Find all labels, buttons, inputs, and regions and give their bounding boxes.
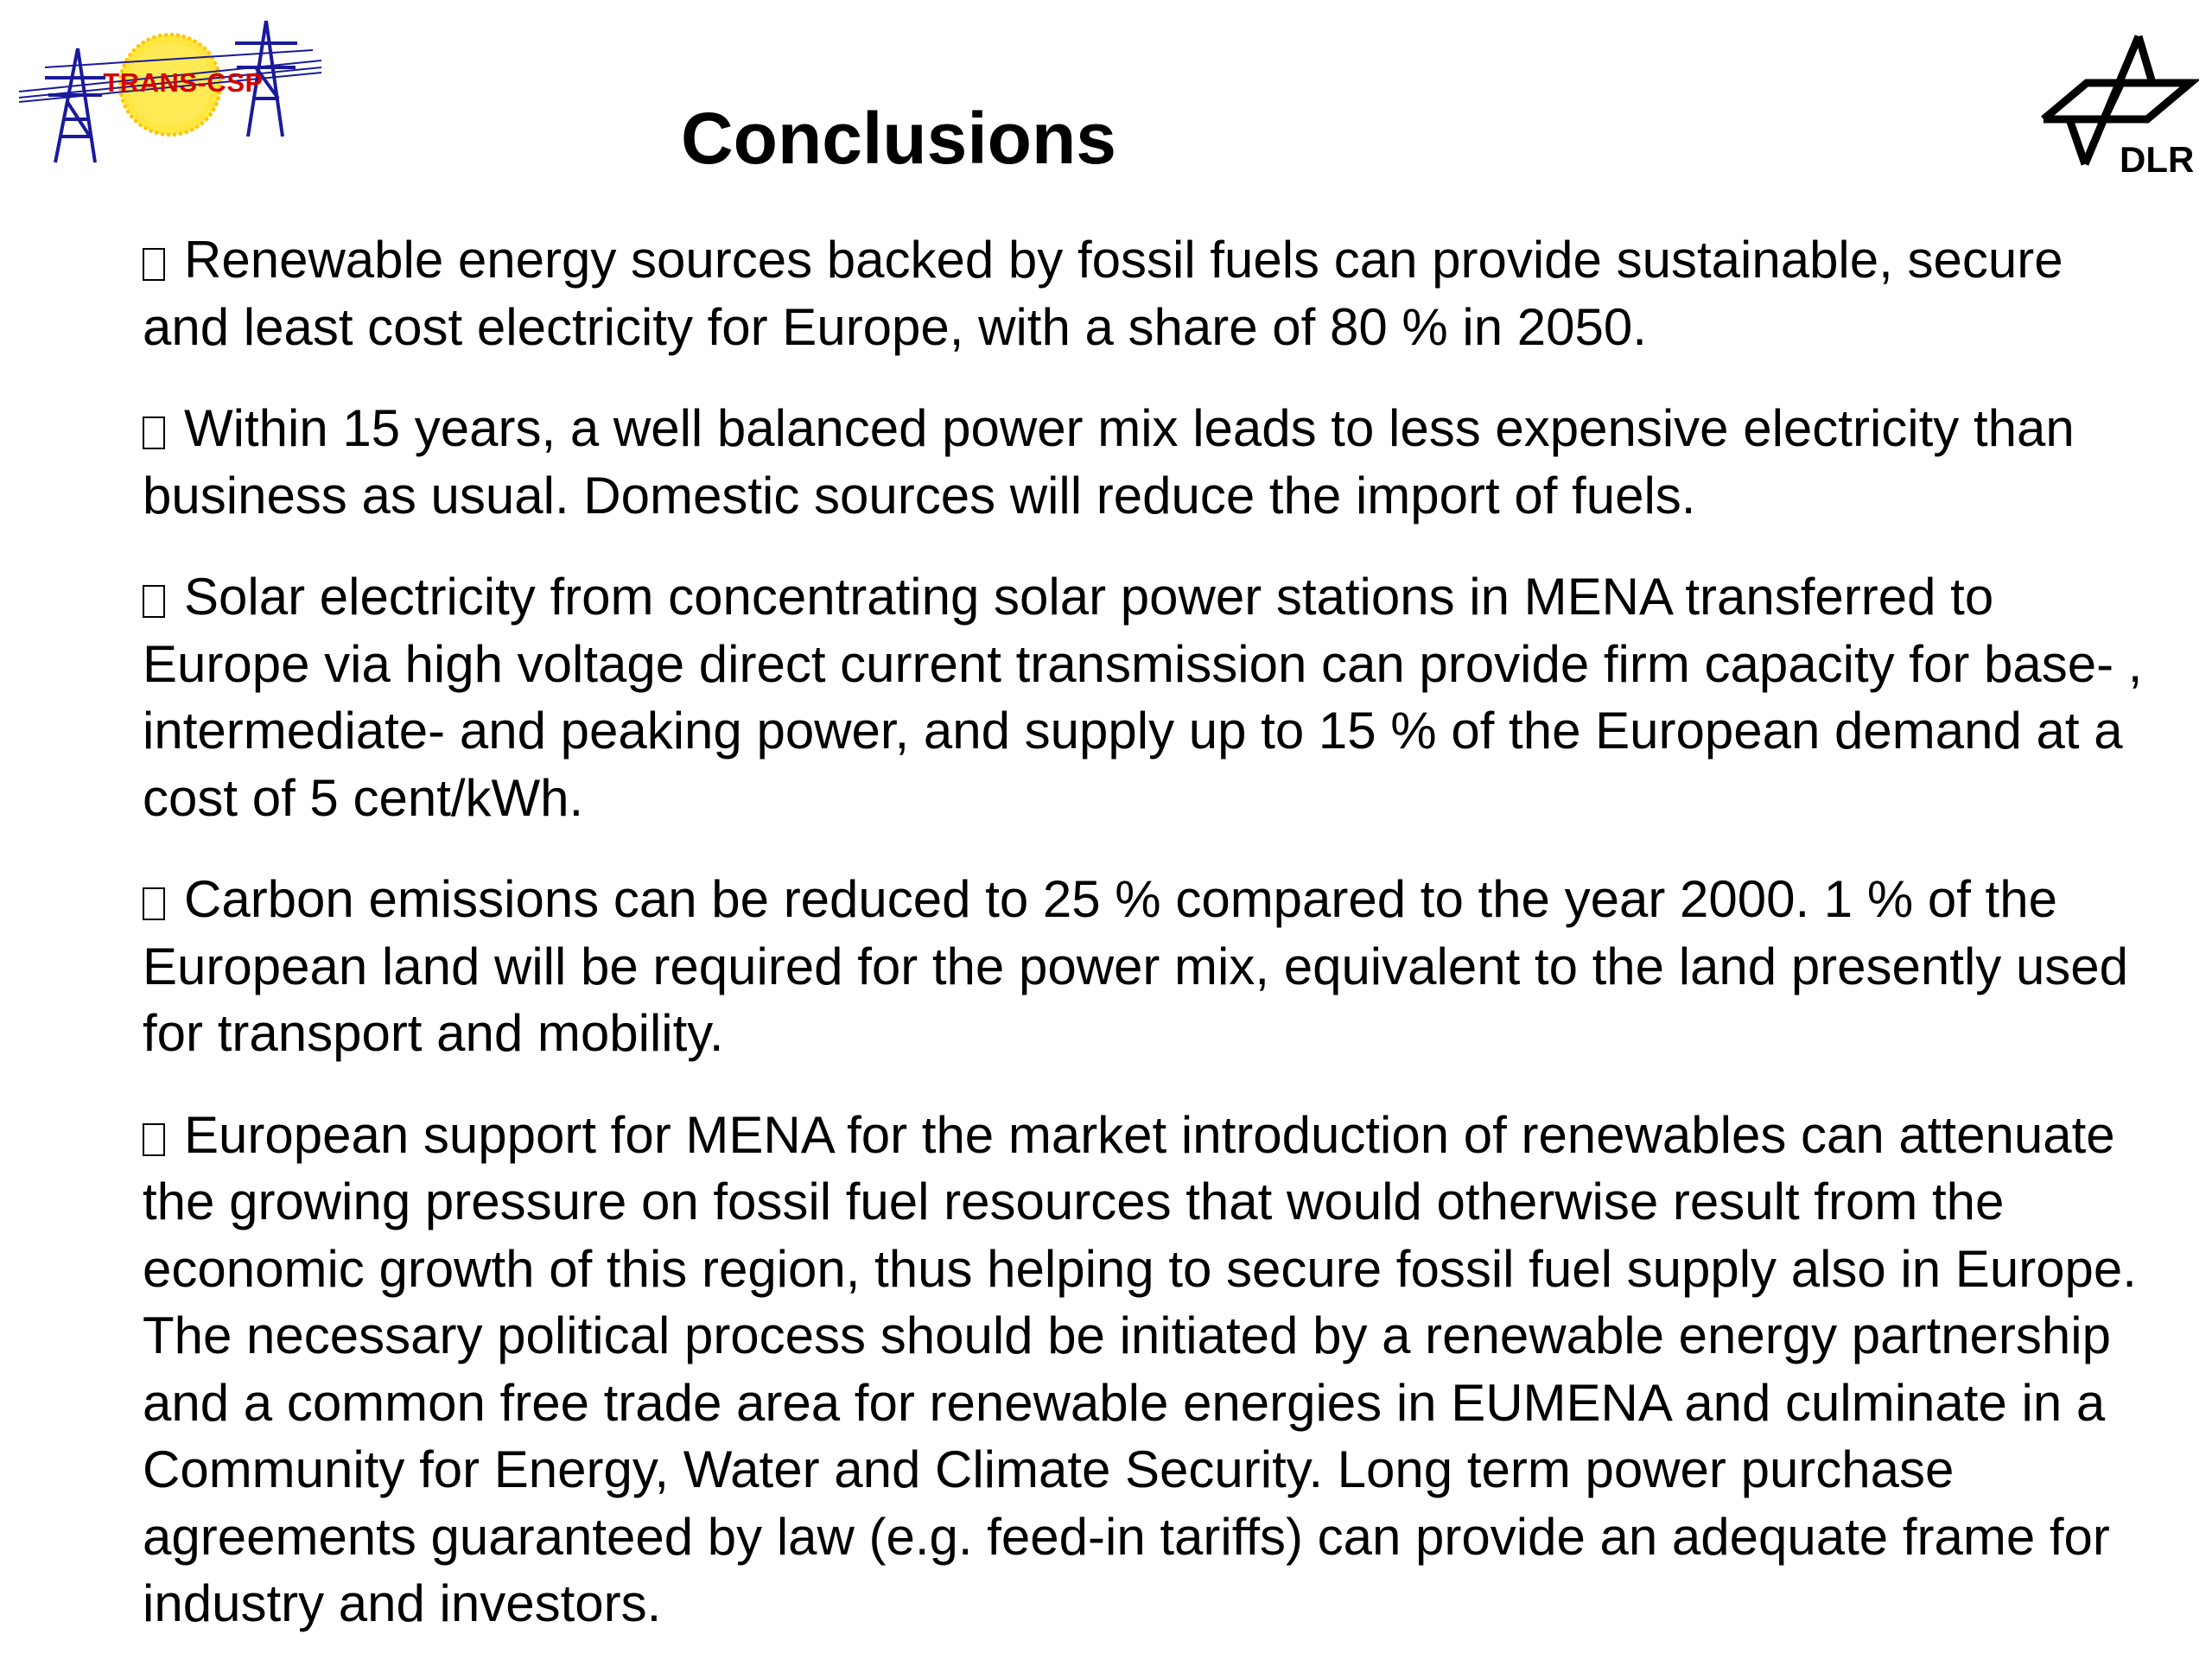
conclusions-list bbox=[143, 226, 2156, 1672]
conclusion-item bbox=[143, 866, 2156, 1067]
conclusion-item bbox=[143, 395, 2156, 529]
empty-square-icon bbox=[143, 416, 165, 449]
empty-square-icon bbox=[143, 1123, 165, 1156]
conclusion-item bbox=[143, 1102, 2156, 1637]
conclusion-item bbox=[143, 563, 2156, 831]
empty-square-icon bbox=[143, 887, 165, 920]
empty-square-icon bbox=[143, 248, 165, 281]
empty-square-icon bbox=[143, 585, 165, 618]
conclusion-text: European support for MENA for the market introduction of renewables can attenuate the growing pressure on fossil fuel resources that would otherwise result from the economic growth of this region, thus helping to secure fossil fuel supply also in Europe. The necessary political process should be initiated by a renewable energy partnership and a common free trade area for renewable energies in EUMENA and culminate in a Community for Energy, Water and Climate Security. Long term power purchase agreements guaranteed by law (e.g. feed-in tariffs) can provide an adequate frame for industry and investors. bbox=[143, 1105, 2137, 1632]
page-title: Conclusions bbox=[680, 98, 1117, 179]
conclusion-text: Within 15 years, a well balanced power mix leads to less expensive electricity than business as usual. Domestic sources will reduce the import of fuels. bbox=[143, 399, 2075, 524]
dlr-logo bbox=[2026, 33, 2199, 188]
trans-csp-logo-text: TRANS-CSP bbox=[103, 67, 264, 98]
conclusion-text: Renewable energy sources backed by fossil fuels can provide sustainable, secure and least cost electricity for Europe, with a share of 80 % in 2050. bbox=[143, 231, 2063, 356]
conclusion-text: Carbon emissions can be reduced to 25 % compared to the year 2000. 1 % of the European land will be required for the power mix, equivalent to the land presently used for transport and mobility. bbox=[143, 870, 2129, 1062]
dlr-logo-text: DLR bbox=[2120, 139, 2195, 180]
conclusion-text: Solar electricity from concentrating solar power stations in MENA transferred to Europe via high voltage direct current transmission can provide firm capacity for base- , intermediate- and peaking power, and supply up to 15 % of the European demand at a cost of 5 cent/kWh. bbox=[143, 568, 2143, 827]
conclusion-item bbox=[143, 226, 2156, 360]
